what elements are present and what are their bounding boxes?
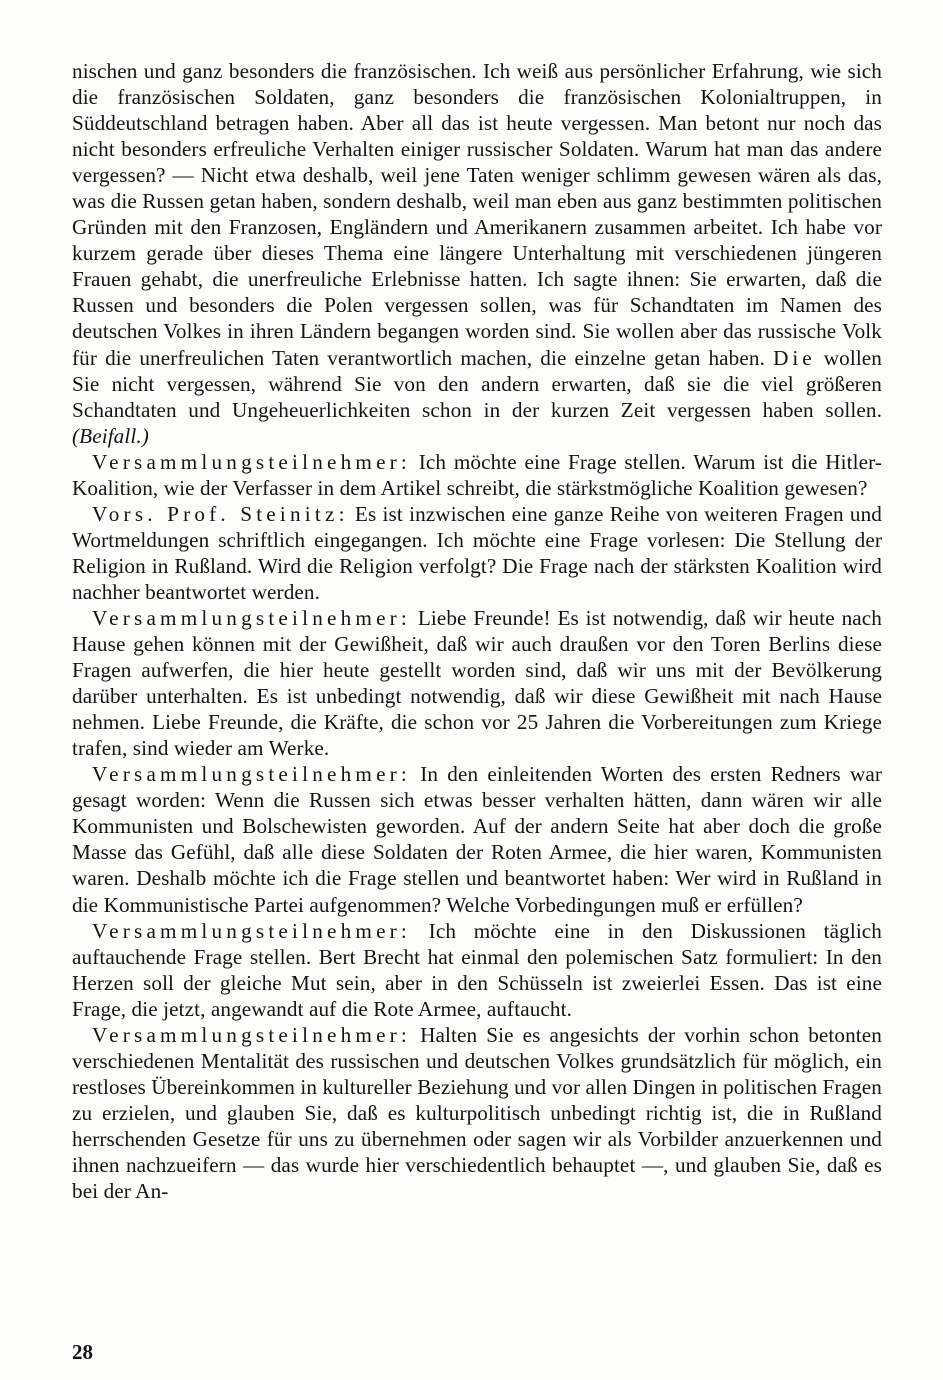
body-text [72,58,882,1204]
paragraph-2-text: Ich möchte eine Frage stellen. Warum ist die Hitler-Koalition, wie der Verfasser in dem Artikel schreibt, die stärkstmögliche Koalition gewesen? [72,449,882,500]
paragraph-6-text: Ich möchte eine in den Diskussionen täglich auftauchende Frage stellen. Bert Brecht hat einmal den polemischen Satz formuliert: In den Herzen soll der gleiche Mut sein, aber in den Schüsseln ist zweierlei Essen. Das ist eine Frage, die jetzt, angewandt auf die Rote Armee, auftaucht. [72,918,882,1021]
speaker-label: Versammlungsteilnehmer: [92,1022,412,1047]
paragraph-4-text: Liebe Freunde! Es ist notwendig, daß wir heute nach Hause gehen können mit der Gewißheit, daß wir auch draußen vor den Toren Berlins diese Fragen aufwerfen, die hier heute gestellt worden sind, daß wir uns mit der Bevölkerung darüber unterhalten. Es ist unbedingt notwendig, daß wir diese Gewißheit mit nach Hause nehmen. Liebe Freunde, die Kräfte, die schon vor 25 Jahren die Vorbereitungen zum Kriege trafen, sind wieder am Werke. [72,605,882,761]
speaker-label: Versammlungsteilnehmer: [92,918,412,943]
paragraph-1-text: nischen und ganz besonders die französischen. Ich weiß aus persönlicher Erfahrung, wie sich die französischen Soldaten, ganz besonders die französischen Kolonialtruppen, in Süddeutschland betragen haben. Aber all das ist heute vergessen. Man betont nur noch das nicht besonders erfreuliche Verhalten einiger russischer Soldaten. Warum hat man das andere vergessen? — Nicht etwa deshalb, weil jene Taten weniger schlimm gewesen wären als das, was die Russen getan haben, sondern deshalb, weil man eben aus ganz bestimmten politischen Gründen mit den Franzosen, Engländern und Amerikanern zusammen arbeitet. Ich habe vor kurzem gerade über dieses Thema eine längere Unterhaltung mit verschiedenen jüngeren Frauen gehabt, die unerfreuliche Erlebnisse hatten. Ich sagte ihnen: Sie erwarten, daß die Russen und besonders die Polen vergessen sollen, was für Schandtaten im Namen des deutschen Volkes in ihren Ländern begangen worden sind. Sie wollen aber das russische Volk für die unerfreulichen Taten verantwortlich machen, die einzelne getan haben. [72,59,882,370]
page-number: 28 [72,1340,93,1364]
paragraph-7 [72,1022,882,1204]
paragraph-1-text-continued: wollen Sie nicht vergessen, während Sie von den andern erwarten, daß sie die viel größeren Schandtaten und Ungeheuerlichkeiten schon in der kurzen Zeit vergessen haben sollen. [72,345,883,422]
speaker-label: Versammlungsteilnehmer: [92,605,412,630]
speaker-label: Versammlungsteilnehmer: [92,762,412,787]
paragraph-6 [72,918,882,1022]
emphasis-spaced-word: Die [773,345,816,370]
paragraph-2 [72,449,882,501]
paragraph-5-text: In den einleitenden Worten des ersten Redners war gesagt worden: Wenn die Russen sich etwas besser verhalten hätten, dann wären wir alle Kommunisten und Bolschewisten geworden. Auf der andern Seite hat aber doch die große Masse das Gefühl, daß alle diese Soldaten der Roten Armee, die hier waren, Kommunisten waren. Deshalb möchte ich die Frage stellen und beantwortet haben: Wer wird in Rußland in die Kommunistische Partei aufgenommen? Welche Vorbedingungen muß er erfüllen? [72,762,882,917]
paragraph-7-text: Halten Sie es angesichts der vorhin schon betonten verschiedenen Mentalität des russischen und deutschen Volkes grundsätzlich für möglich, ein restloses Übereinkommen in kultureller Beziehung und vor allen Dingen in politischen Fragen zu erzielen, und glauben Sie, daß es kulturpolitisch unbedingt richtig ist, die in Rußland herrschenden Gesetze für uns zu übernehmen oder sagen wir als Vorbilder anzuerkennen und ihnen nachzueifern — das wurde hier verschiedentlich behauptet —, und glauben Sie, daß es bei der An- [72,1022,882,1204]
paragraph-5 [72,761,882,917]
paragraph-3-text: Es ist inzwischen eine ganze Reihe von weiteren Fragen und Wortmeldungen schriftlich eingegangen. Ich möchte eine Frage vorlesen: Die Stellung der Religion in Rußland. Wird die Religion verfolgt? Die Frage nach der stärksten Koalition wird nachher beantwortet werden. [72,501,883,604]
speaker-label: Versammlungsteilnehmer: [92,449,412,474]
applause-note: (Beifall.) [72,423,149,448]
paragraph-4 [72,605,882,761]
paragraph-3 [72,501,882,605]
speaker-label: Vors. Prof. Steinitz: [92,501,349,526]
paragraph-1 [72,58,882,449]
